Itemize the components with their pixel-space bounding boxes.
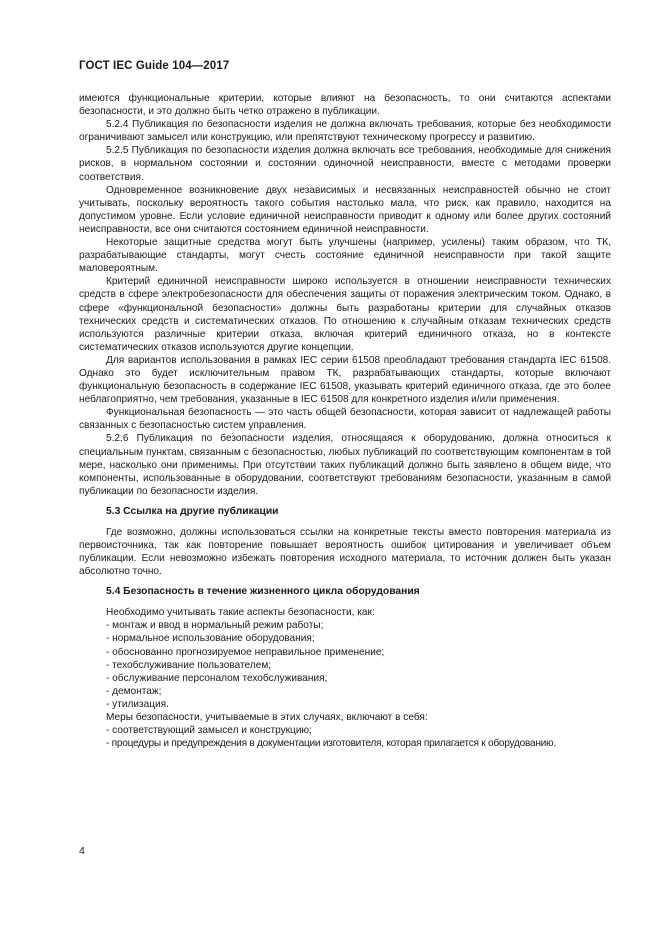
document-header: ГОСТ IEC Guide 104—2017 bbox=[79, 60, 230, 72]
list-item: - нормальное использование оборудования; bbox=[106, 633, 315, 645]
measures-list bbox=[79, 724, 611, 750]
list-item: - процедуры и предупреждения в документации изготовителя, которая прилагается к оборудованию. bbox=[106, 738, 556, 750]
list-item: - обслуживание персоналом техобслуживания; bbox=[106, 672, 328, 684]
paragraph: Для вариантов использования в рамках IEC серии 61508 преобладают требования стандарта IEC 61508. Однако это будет исключительным правом ТК, разрабатывающих стандарты, которые включают функциональную безопасность в содержание IEC 61508, указывать критерий единичного отказа, где это более неблагоприятно, чем требования, указанные в IEC 61508 для конкретного изделия и/или применения. bbox=[79, 354, 611, 406]
paragraph: 5.2.6 Публикация по безопасности изделия, относящаяся к оборудованию, должна относиться к специальным пунктам, связанным с безопасностью, любых публикаций по соответствующим компонентам в той мере, насколько они применимы. При отсутствии таких публикаций должно быть заявлено в общем виде, что компоненты, использованные в оборудовании, соответствуют требованиям безопасности, указанным в самой публикации по безопасности изделия. bbox=[79, 433, 611, 497]
paragraph: Одновременное возникновение двух независимых и несвязанных неисправностей обычно не стоит учитывать, поскольку вероятность такого события настолько мала, что риск, как правило, находится на допустимом уровне. Если условие единичной неисправности приводит к одному или более других состояний неисправности, все они считаются состоянием единичной неисправности. bbox=[79, 184, 611, 235]
paragraph: имеются функциональные критерии, которые влияют на безопасность, то они считаются аспектами безопасности, и это должно быть четко отражено в публикации. bbox=[79, 93, 611, 118]
section-heading-5-3: 5.3 Ссылка на другие публикации bbox=[106, 505, 279, 517]
section-heading-5-4: 5.4 Безопасность в течение жизненного цикла оборудования bbox=[106, 586, 420, 598]
paragraph: Где возможно, должны использоваться ссылки на конкретные тексты вместо повторения материала из первоисточника, так как повторение повышает вероятность ошибок цитирования и увеличивает объем публикации. Если невозможно избежать повторения исходного материала, то источник должен быть указан абсолютно точно. bbox=[79, 526, 611, 578]
list-intro: Меры безопасности, учитываемые в этих случаях, включают в себя: bbox=[106, 712, 428, 724]
list-item: - утилизация. bbox=[106, 698, 169, 710]
list-item: - техобслуживание пользователем; bbox=[106, 659, 272, 671]
paragraph: 5.2.4 Публикация по безопасности изделия не должна включать требования, которые без необходимости ограничивают замысел или конструкцию, или препятствуют техническому прогрессу и развитию. bbox=[79, 119, 611, 144]
paragraph: Некоторые защитные средства могут быть улучшены (например, усилены) таким образом, что ТК, разрабатывающие стандарты, могут счесть состояние единичной неисправности при такой защите маловероятным. bbox=[79, 237, 611, 275]
list-item: - демонтаж; bbox=[106, 685, 162, 697]
aspects-list bbox=[79, 619, 611, 711]
list-item: - соответствующий замысел и конструкцию; bbox=[106, 725, 312, 737]
list-item: - обоснованно прогнозируемое неправильное применение; bbox=[106, 646, 385, 658]
document-body bbox=[79, 92, 611, 750]
list-intro: Необходимо учитывать такие аспекты безопасности, как: bbox=[106, 607, 375, 619]
paragraph: Функциональная безопасность — это часть общей безопасности, которая зависит от надлежащей работы связанных с безопасностью систем управления. bbox=[79, 407, 611, 432]
page-number: 4 bbox=[79, 845, 85, 857]
list-item: - монтаж и ввод в нормальный режим работы; bbox=[106, 620, 324, 632]
paragraph: Критерий единичной неисправности широко используется в отношении неисправности технических средств в сфере электробезопасности для обеспечения защиты от поражения электрическим током. Однако, в сфере «функциональной безопасности» должны быть разработаны критерии для случайных отказов технических средств и систематических отказов. По отношению к случайным отказам технических средств используются различные критерии отказа, включая критерий единичного отказа, но в контексте систематических отказов используются другие концепции. bbox=[79, 276, 611, 353]
paragraph: 5.2.5 Публикация по безопасности изделия должна включать все требования, необходимые для снижения рисков, в нормальном состоянии и состоянии одиночной неисправности, вместе с методами проверки соответствия. bbox=[79, 145, 611, 183]
